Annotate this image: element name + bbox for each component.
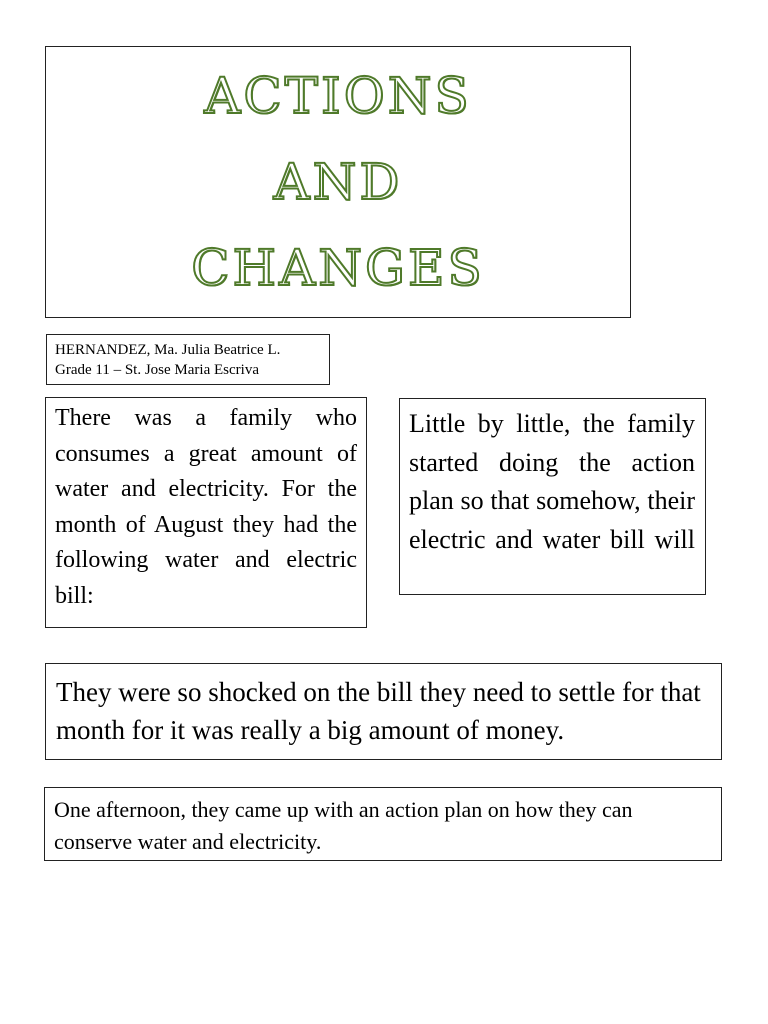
story-panel-4-text: One afternoon, they came up with an action plan on how they can conserve water and electricity. [54,797,633,854]
story-panel-3 [45,663,722,760]
title-line-actions: ACTIONS [204,67,472,125]
author-section: Grade 11 – St. Jose Maria Escriva [55,362,259,378]
story-panel-2 [399,398,706,595]
story-panel-1 [45,397,367,628]
story-panel-2-text: Little by little, the family started doing the action plan so that somehow, their electric and water bill will [409,409,695,554]
title-line-and: AND [273,153,403,211]
story-panel-4 [44,787,722,861]
story-panel-1-text: There was a family who consumes a great amount of water and electricity. For the month of August they had the following water and electric bill: [55,405,357,609]
story-panel-3-text: They were so shocked on the bill they need to settle for that month for it was really a big amount of money. [56,677,701,745]
author-box [46,334,330,385]
title-box [45,46,631,318]
author-name: HERNANDEZ, Ma. Julia Beatrice L. [55,342,281,358]
title-line-changes: CHANGES [191,239,485,297]
